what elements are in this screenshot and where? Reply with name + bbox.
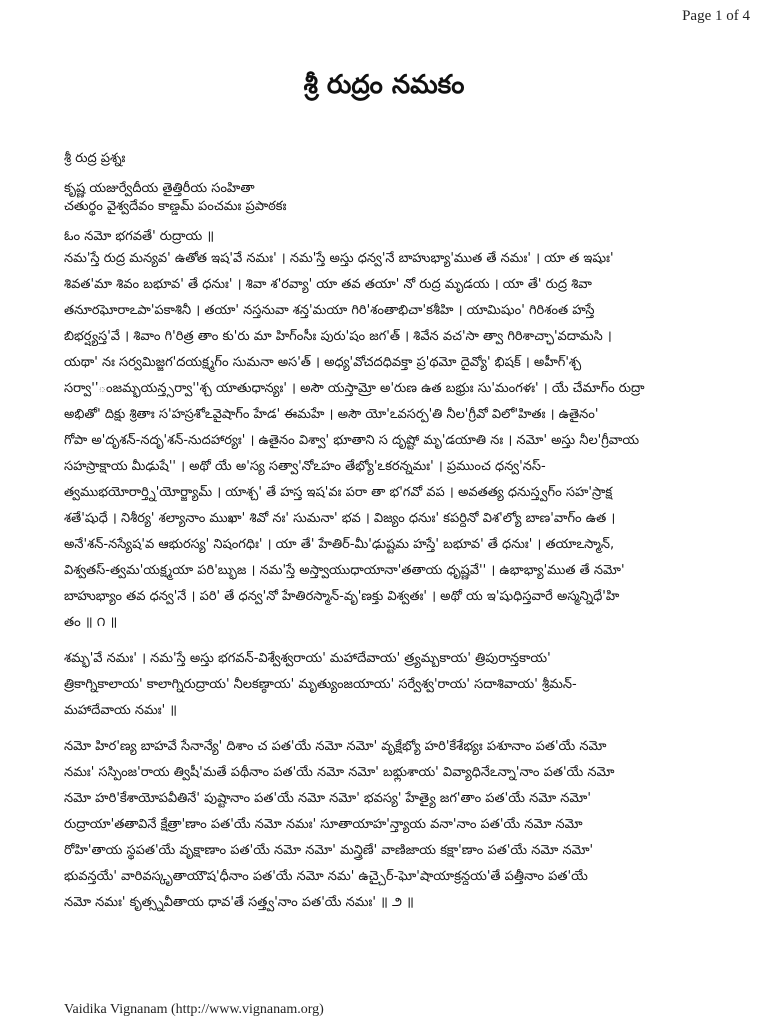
section-1-line: సహస్రాక్షాయ మీఢుషే'' । అథో యే అ'స్య సత్వా'నోఽహం తేభ్యో'ఽకరన్నమః' । ప్రముంచ ధన్వ'నస్- (64, 459, 546, 474)
section-3-line: నమో హరి'కేశాయోపవీతినే' పుష్టానాం పత'యే నమో నమో' భవస్య' హేత్యై జగ'తాం పత'యే నమో నమో' (64, 791, 591, 806)
section-1-line: ఓం నమో భగవతే' రుద్రాయ ॥ (64, 229, 215, 244)
section-2-line: మహాదేవాయ నమః' ॥ (64, 703, 178, 718)
intro-line-2: చతుర్థం వైశ్వదేవం కాణ్డమ్ పంచమః ప్రపాఠకః (64, 199, 287, 214)
section-1 (64, 228, 714, 636)
section-1-line: యథా' నః సర్వమిజ్జగ'దయక్ష్మగ్‍ం సుమనా అస'త్ । అధ్య'వోచదధివక్తా ప్ర'థమో దైవ్యో' భిషక్ । అహీగ్‍'శ్చ (64, 355, 582, 370)
section-1-line: విశ్వతస్-త్వమ'యక్ష్మయా పరి'బ్భుజ । నమ'స్తే అస్త్వాయుధాయానా'తతాయ ధృష్ణవే'' । ఉభాభ్యా'ముత తే నమో' (64, 563, 625, 578)
section-1-line: శివత'మా శివం బభూవ' తే ధనుః' । శివా శ'రవ్యా' యా తవ తయా' నో రుద్ర మృడయ । యా తే' రుద్ర శివా (64, 277, 592, 292)
section-2-line: శమ్భ'వే నమః' । నమ'స్తే అస్తు భగవన్-విశ్వేశ్వరాయ' మహాదేవాయ' త్ర్యమ్బకాయ' త్రిపురాన్తకాయ' (64, 651, 551, 666)
section-1-line: బాహుభ్యాం తవ ధన్వ'నే । పరి' తే ధన్వ'నో హేతిరస్మాన్-వృ'ణక్తు విశ్వతః' । అథో య ఇ'షుధిస్తవారే అస్మన్నిధే'హి (64, 589, 620, 604)
section-3-line: నమో నమః' కృత్స్నవీతాయ ధావ'తే సత్త్వ'నాం పత'యే నమః' ॥ ౨ ॥ (64, 895, 414, 910)
section-3-line: నమః' సస్పింజ'రాయ త్విషీ'మతే పథీనాం పత'యే నమో నమో' బభ్లుశాయ' వివ్యాధినేఽన్నా'నాం పత'యే నమో (64, 765, 615, 780)
section-3-line: నమో హిర'ణ్య బాహవే సేనాన్యే' దిశాం చ పత'యే నమో నమో' వృక్షేభ్యో హరి'కేశేభ్యః పశూనాం పత'యే నమో (64, 739, 607, 754)
section-1-line: అభితో' దిక్షు శ్రితాః స'హస్రశోఽవైషాగ్‍ం హేడ' ఈమహే । అసౌ యో'ఽవసర్ప'తి నీల'గ్రీవో విలో'హితః । ఉతైనం' (64, 407, 599, 422)
section-1-line: నమ'స్తే రుద్ర మన్యవ' ఉతోత ఇష'వే నమః' । నమ'స్తే అస్తు ధన్వ'నే బాహుభ్యా'ముత తే నమః' । యా త ఇషుః' (64, 251, 614, 266)
section-1-line: అనే'శన్-నస్యేష'వ ఆభురస్య' నిషంగధిః' । యా తే' హేతిర్-మీ'ఢుష్టమ హస్తే' బభూవ' తే ధనుః' । తయాఽస్మాన్, (64, 537, 615, 552)
section-1-line: త్వముభయోరార్త్ని'యోర్జ్యామ్ । యాశ్చ' తే హస్త ఇష'వః పరా తా భ'గవో వప । అవతత్య ధనుస్త్వగ్‍ం సహ'స్రాక్ష (64, 485, 613, 500)
section-1-line: గోపా అ'దృశన్-నదృ'శన్-నుదహార్యః' । ఉతైనం విశ్వా' భూతాని స దృష్టో మృ'డయాతి నః । నమో' అస్తు నీల'గ్రీవాయ (64, 433, 640, 448)
section-2-line: త్రికాగ్నికాలాయ' కాలాగ్నిరుద్రాయ' నీలకణ్ఠాయ' మృత్యుంజయాయ' సర్వేశ్వ'రాయ' సదాశివాయ' శ్రీమన్- (64, 677, 577, 692)
section-3-line: రుద్రాయా'తతావినే క్షేత్రా'ణాం పత'యే నమో నమః' సూతాయాహ'న్త్యాయ వనా'నాం పత'యే నమో నమో (64, 817, 583, 832)
document-body (64, 150, 714, 916)
page-title: శ్రీ రుద్రం నమకం (303, 70, 465, 100)
section-1-line: బిభర్ష్యస్త'వే । శివాం గి'రిత్ర తాం కు'రు మా హిగ్‍ంసీః పురు'షం జగ'త్ । శివేన వచ'సా త్వా గిరిశాచ్ఛా'వదామసి । (64, 329, 612, 344)
section-3 (64, 734, 714, 916)
intro-heading: శ్రీ రుద్ర ప్రశ్నః (64, 151, 126, 166)
intro-line-1: కృష్ణ యజుర్వేదీయ తైత్తిరీయ సంహితా (64, 181, 255, 196)
section-3-line: రోహి'తాయ స్థపత'యే వృక్షాణాం పత'యే నమో నమో' మన్త్రిణే' వాణిజాయ కక్షా'ణాం పత'యే నమో నమో' (64, 843, 594, 858)
section-1-line: శతే'షుధే । నిశీర్య' శల్యానాం ముఖా' శివో నః' సుమనా' భవ । విజ్యం ధనుః' కపర్దినో విశ'ల్యో బాణ'వాగ్‍ం ఉత । (64, 511, 616, 526)
section-2 (64, 646, 714, 724)
page-number: Page 1 of 4 (682, 8, 750, 24)
section-1-line: సర్వా''ంజమ్భయన్త్సర్వా''శ్చ యాతుధాన్యః' । అసౌ యస్తామ్రో అ'రుణ ఉత బభ్రుః సు'మంగళః' । యే చేమాగ్‍ం రుద్రా (64, 381, 645, 396)
section-1-line: తనూరఘోరాఽపా'పకాశినీ । తయా' నస్తనువా శన్త'మయా గిరి'శంతాభిచా'కశీహి । యామిషుం' గిరిశంత హస్తే (64, 303, 595, 318)
footer-source: Vaidika Vignanam (http://www.vignanam.org) (64, 1002, 324, 1017)
section-3-line: భువన్తయే' వారివస్కృతాయౌష'ధీనాం పత'యే నమో నమ' ఉచ్చైర్-ఘో'షాయాక్రన్దయ'తే పత్తీనాం పత'యే (64, 869, 588, 884)
section-1-line: తం ॥ ౧ ॥ (64, 615, 118, 630)
